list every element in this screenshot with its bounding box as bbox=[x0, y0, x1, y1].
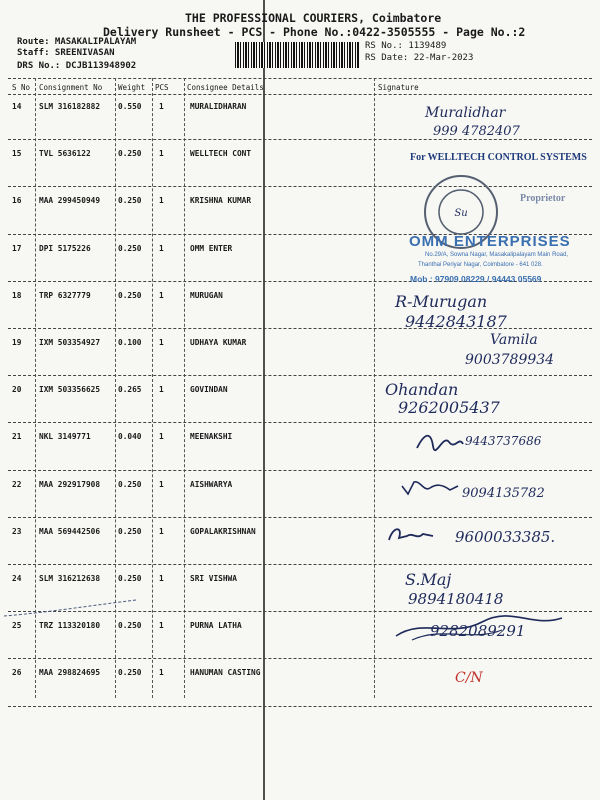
row-pcs: 1 bbox=[159, 479, 164, 489]
phone-20: 9262005437 bbox=[398, 398, 500, 417]
table-row bbox=[0, 660, 600, 709]
row-pcs: 1 bbox=[159, 621, 164, 631]
row-consignment: MAA 298824695 bbox=[39, 668, 101, 678]
phone-23: 9600033385. bbox=[455, 528, 556, 546]
staff-label: Staff: SREENIVASAN bbox=[17, 48, 115, 58]
rs-date: RS Date: 22-Mar-2023 bbox=[365, 53, 474, 63]
row-rule bbox=[8, 375, 592, 376]
row-rule bbox=[8, 706, 592, 707]
row-consignee: SRI VISHWA bbox=[190, 574, 237, 583]
phone-25: 9282089291 bbox=[430, 622, 526, 640]
margin-scribble bbox=[0, 596, 140, 622]
row-sno: 25 bbox=[12, 621, 22, 631]
row-weight: 0.040 bbox=[118, 432, 142, 442]
signature-24: S.Maj bbox=[405, 570, 452, 589]
signature-21-scribble bbox=[415, 428, 465, 456]
row-sno: 24 bbox=[12, 574, 22, 583]
row-weight: 0.100 bbox=[118, 338, 142, 347]
row-rule bbox=[8, 186, 592, 187]
row-weight: 0.250 bbox=[118, 479, 142, 489]
stamp-omm: OMM ENTERPRISES bbox=[409, 233, 571, 250]
row-weight: 0.250 bbox=[118, 668, 142, 678]
row-sno: 15 bbox=[12, 149, 22, 159]
row-rule bbox=[8, 139, 592, 140]
stamp-welltech: For WELLTECH CONTROL SYSTEMS bbox=[410, 152, 587, 163]
row-consignment: SLM 316212638 bbox=[39, 574, 101, 583]
row-consignment: MAA 292917908 bbox=[39, 479, 101, 489]
signature-18: R-Murugan bbox=[395, 292, 488, 311]
row-consignee: MURALIDHARAN bbox=[190, 102, 247, 111]
row-pcs: 1 bbox=[159, 290, 164, 300]
table-row bbox=[0, 424, 600, 473]
row-sno: 14 bbox=[12, 102, 22, 111]
row-pcs: 1 bbox=[159, 385, 164, 395]
table-row bbox=[0, 377, 600, 426]
table-row bbox=[0, 188, 600, 237]
row-weight: 0.250 bbox=[118, 526, 142, 536]
row-consignment: MAA 299450949 bbox=[39, 196, 101, 206]
row-rule bbox=[8, 564, 592, 565]
red-mark-26: C/N bbox=[455, 670, 483, 686]
table-top-rule bbox=[8, 78, 592, 79]
row-pcs: 1 bbox=[159, 196, 164, 206]
row-sno: 26 bbox=[12, 668, 22, 678]
row-pcs: 1 bbox=[159, 526, 164, 536]
row-consignment: NKL 3149771 bbox=[39, 432, 91, 442]
company-title: THE PROFESSIONAL COURIERS, Coimbatore bbox=[185, 11, 442, 25]
row-sno: 21 bbox=[12, 432, 22, 442]
row-rule bbox=[8, 658, 592, 659]
row-weight: 0.550 bbox=[118, 102, 142, 111]
row-sno: 19 bbox=[12, 338, 22, 347]
col-pcs: PCS bbox=[155, 83, 169, 92]
stamp-proprietor: Proprietor bbox=[520, 193, 566, 204]
phone-22: 9094135782 bbox=[462, 486, 545, 501]
row-consignee: AISHWARYA bbox=[190, 479, 233, 489]
drs-number: DRS No.: DCJB113948902 bbox=[17, 61, 137, 71]
row-pcs: 1 bbox=[159, 432, 164, 442]
row-weight: 0.250 bbox=[118, 149, 142, 159]
phone-18: 9442843187 bbox=[405, 312, 507, 331]
row-consignee: HANUMAN CASTING bbox=[190, 668, 261, 678]
row-sno: 20 bbox=[12, 385, 22, 395]
signature-23-scribble bbox=[385, 522, 445, 550]
row-weight: 0.250 bbox=[118, 621, 142, 631]
row-sno: 17 bbox=[12, 243, 22, 253]
stamp-omm-address-1: No.29/A, Sowna Nagar, Masakalipalayam Main Road, bbox=[425, 252, 569, 258]
row-pcs: 1 bbox=[159, 102, 164, 111]
row-consignee: GOVINDAN bbox=[190, 385, 228, 395]
row-consignee: UDHAYA KUMAR bbox=[190, 338, 247, 347]
rs-number: RS No.: 1139489 bbox=[365, 41, 447, 51]
signature-19: Vamila bbox=[490, 332, 538, 348]
col-signature: Signature bbox=[378, 83, 419, 92]
phone-14: 999 4782407 bbox=[433, 124, 520, 139]
row-weight: 0.250 bbox=[118, 574, 142, 583]
svg-text:Su: Su bbox=[454, 208, 468, 219]
row-consignment: IXM 503354927 bbox=[39, 338, 101, 347]
col-sno: S No bbox=[12, 83, 31, 92]
phone-24: 9894180418 bbox=[408, 590, 504, 608]
row-weight: 0.250 bbox=[118, 196, 142, 206]
signature-14: Muralidhar bbox=[425, 105, 506, 121]
row-weight: 0.250 bbox=[118, 243, 142, 253]
col-weight: Weight bbox=[118, 83, 146, 92]
row-consignee: MEENAKSHI bbox=[190, 432, 233, 442]
row-consignee: PURNA LATHA bbox=[190, 621, 242, 631]
row-weight: 0.250 bbox=[118, 290, 142, 300]
row-rule bbox=[8, 517, 592, 518]
phone-19: 9003789934 bbox=[465, 352, 555, 368]
row-sno: 23 bbox=[12, 526, 22, 536]
row-sno: 22 bbox=[12, 479, 22, 489]
row-consignee: MURUGAN bbox=[190, 290, 223, 300]
row-consignee: KRISHNA KUMAR bbox=[190, 196, 252, 206]
signature-22-scribble bbox=[400, 476, 460, 502]
runsheet-title: Delivery Runsheet - PCS - Phone No.:0422-3505555 - Page No.:2 bbox=[103, 25, 526, 39]
row-consignment: SLM 316182882 bbox=[39, 102, 101, 111]
row-consignee: WELLTECH CONT bbox=[190, 149, 252, 159]
row-rule bbox=[8, 422, 592, 423]
row-consignment: TRZ 113320180 bbox=[39, 621, 101, 631]
row-pcs: 1 bbox=[159, 243, 164, 253]
row-consignment: TVL 5636122 bbox=[39, 149, 91, 159]
col-consignee: Consignee Details bbox=[187, 83, 264, 92]
col-consignment: Consignment No bbox=[39, 83, 103, 92]
signature-20: Ohandan bbox=[385, 380, 459, 399]
phone-21: 9443737686 bbox=[465, 434, 542, 448]
row-pcs: 1 bbox=[159, 338, 164, 347]
stamp-omm-address-2: Thanthai Periyar Nagar, Coimbatore - 641 028. bbox=[418, 262, 543, 268]
row-weight: 0.265 bbox=[118, 385, 142, 395]
row-consignment: DPI 5175226 bbox=[39, 243, 91, 253]
table-row bbox=[0, 283, 600, 332]
row-sno: 16 bbox=[12, 196, 22, 206]
row-rule bbox=[8, 470, 592, 471]
row-consignment: MAA 569442506 bbox=[39, 526, 101, 536]
row-pcs: 1 bbox=[159, 149, 164, 159]
table-row bbox=[0, 141, 600, 190]
barcode bbox=[235, 42, 360, 68]
row-consignment: IXM 503356625 bbox=[39, 385, 101, 395]
row-pcs: 1 bbox=[159, 574, 164, 583]
stamp-omm-mobile: Mob : 97909 08229 / 94443 05569 bbox=[410, 274, 542, 284]
row-pcs: 1 bbox=[159, 668, 164, 678]
route-label: Route: MASAKALIPALAYAM bbox=[17, 37, 137, 47]
row-sno: 18 bbox=[12, 290, 22, 300]
row-consignee: OMM ENTER bbox=[190, 243, 233, 253]
row-consignee: GOPALAKRISHNAN bbox=[190, 526, 256, 536]
row-consignment: TRP 6327779 bbox=[39, 290, 91, 300]
